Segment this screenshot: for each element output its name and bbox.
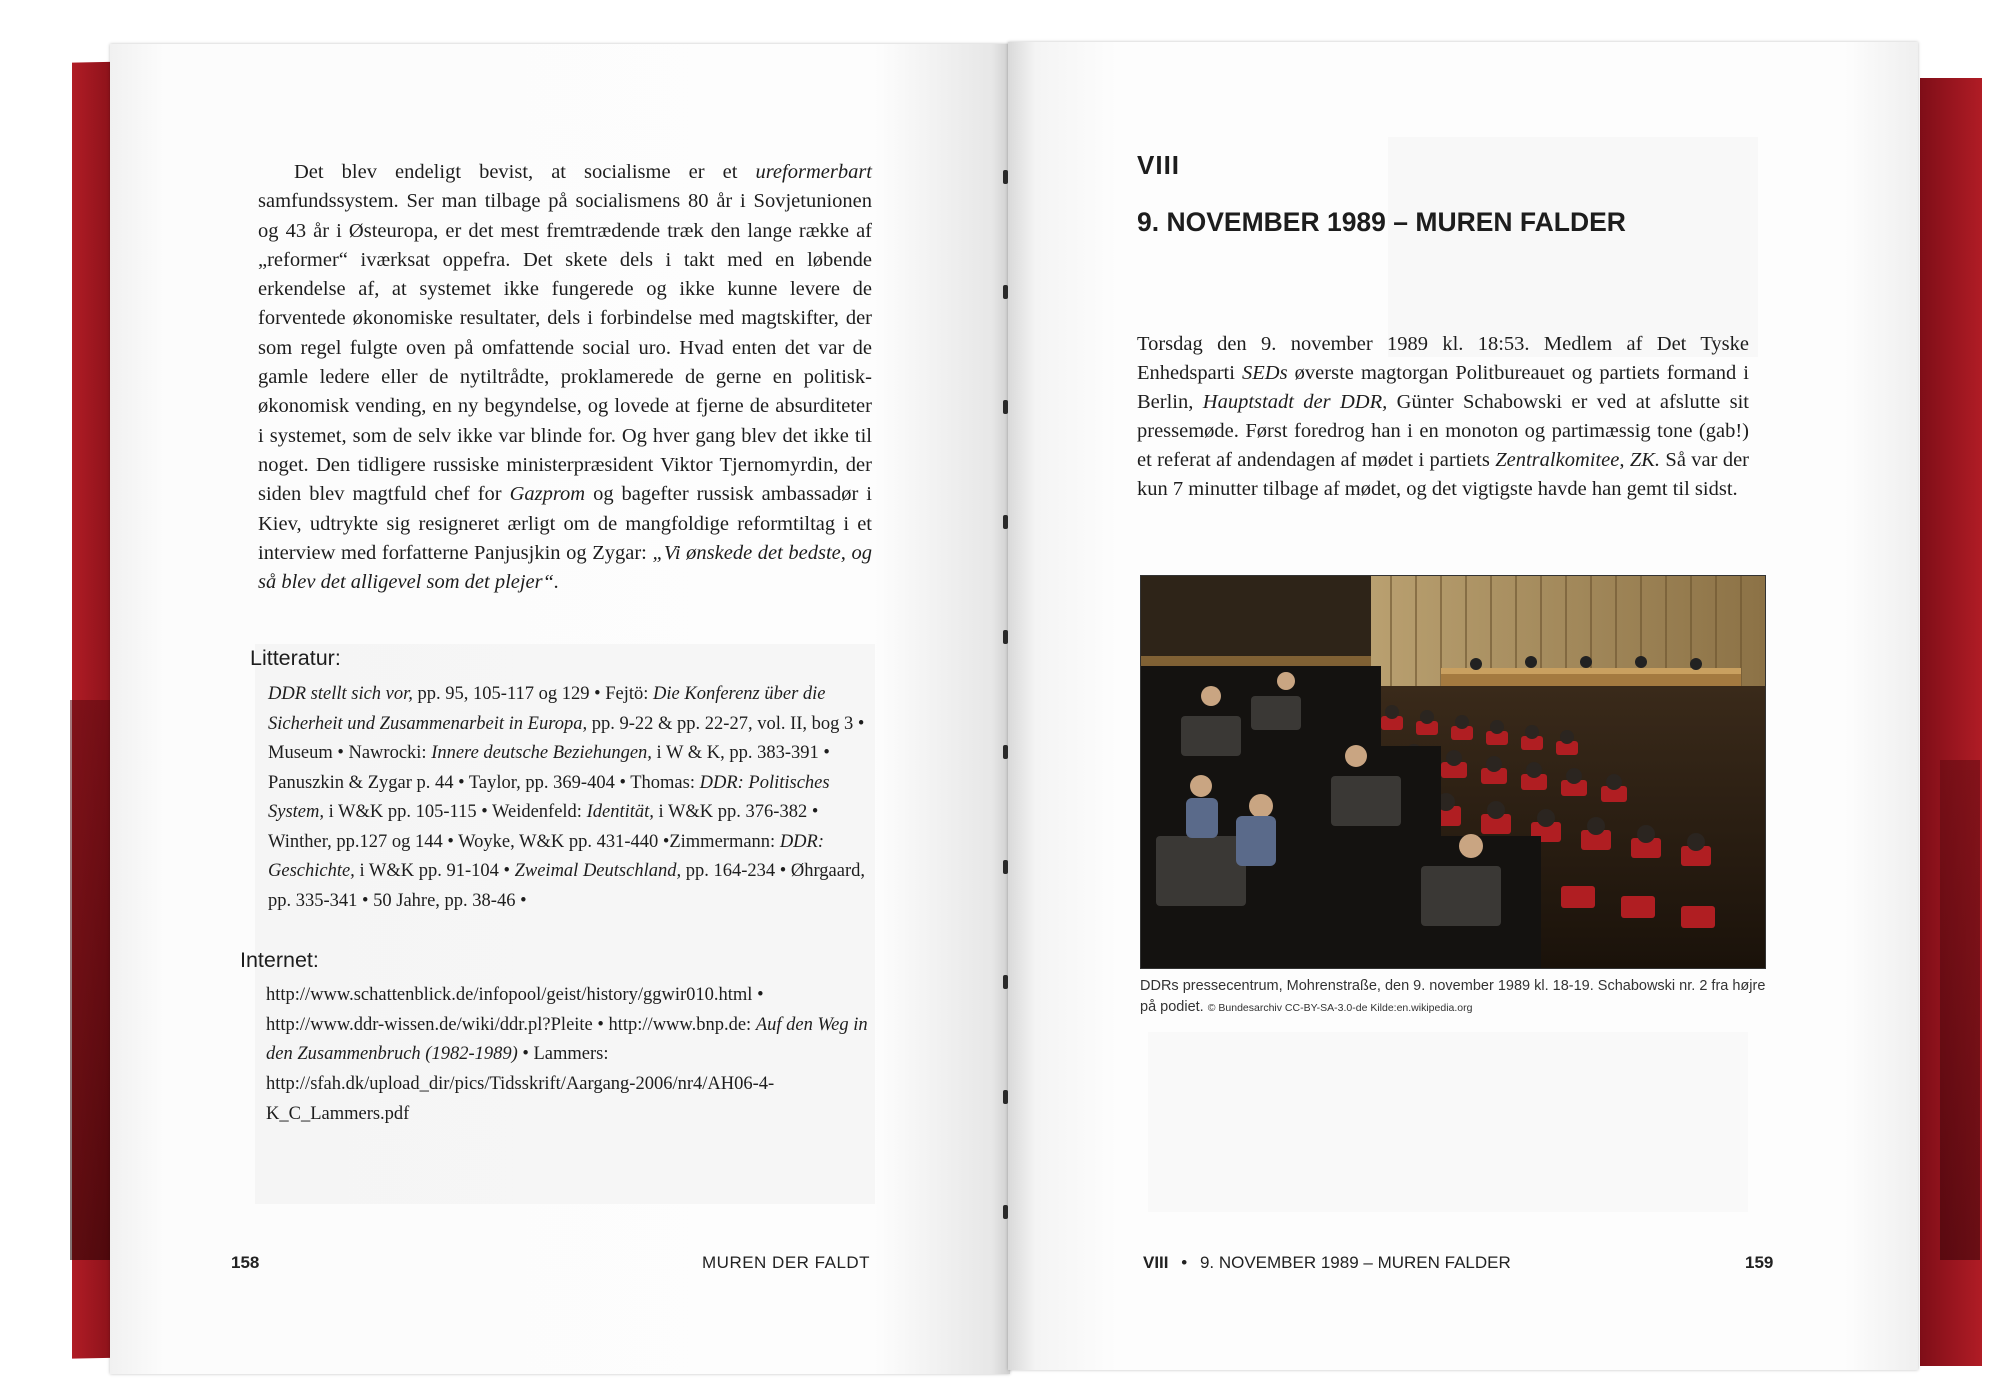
text-run: samfundssystem. Ser man tilbage på socialismens 80 år i Sovjetunionen og 43 år i Østeuropa, er det mest fremtrædende træk den lange række af „reformer“ iværksat oppefra. Det skete dels i takt med en løbende erkendelse af, at systemet ikke fungerede og ikke kunne levere de forventede økonomiske resultater, dels i forbindelse med magtskifter, der som regel fulgte oven på omfattende social uro. Hvad enten det var de gamle ledere eller de nytiltrådte, proklamerede de gerne en politisk-økonomisk vending, en ny begyndelse, og lovede at fjerne de absurditeter i systemet, som de selv ikke var blinde for. Og hver gang blev det ikke til noget. Den tidligere russiske ministerpræsident Viktor Tjernomyrdin, der siden blev magtfuld chef for bbox=[258, 190, 872, 506]
binding-stitch bbox=[1003, 745, 1008, 759]
text-run: i W&K pp. 376-382 • Winther, pp.127 og 144 • Woyke, W&K pp. 431-440 •Zimmermann: bbox=[268, 802, 819, 852]
italic-text-run: Gazprom bbox=[509, 483, 586, 506]
photo-credit: © Bundesarchiv CC-BY-SA-3.0-de Kilde:en.wikipedia.org bbox=[1207, 1002, 1473, 1014]
literature-heading: Litteratur: bbox=[250, 646, 341, 670]
text-run: i W&K pp. 91-104 • bbox=[354, 861, 515, 881]
right-body-paragraph bbox=[1137, 330, 1749, 504]
left-body-text bbox=[258, 158, 872, 597]
left-page-number: 158 bbox=[231, 1253, 260, 1272]
internet-links bbox=[266, 981, 872, 1130]
text-run: Det blev endeligt bevist, at socialisme er et bbox=[294, 161, 756, 183]
internet-heading: Internet: bbox=[240, 948, 319, 972]
text-run: • Lammers: http://sfah.dk/upload_dir/pics/Tidsskrift/Aargang-2006/nr4/AH06-4-K_C_Lammers.pdf bbox=[266, 1044, 775, 1124]
literature-list bbox=[268, 680, 874, 916]
running-head-title: 9. NOVEMBER 1989 – MUREN FALDER bbox=[1199, 1253, 1511, 1272]
binding-stitch bbox=[1003, 285, 1008, 299]
left-running-head: MUREN DER FALDT bbox=[702, 1253, 871, 1272]
cover-shadow-right bbox=[1940, 760, 1980, 1260]
chapter-title: 9. NOVEMBER 1989 – MUREN FALDER bbox=[1137, 207, 1626, 237]
chapter-number: VIII bbox=[1137, 150, 1181, 180]
text-run: i W & K, pp. 383-391 • Panuszkin & Zygar p. 44 • Taylor, pp. 369-404 • Thomas: bbox=[268, 743, 830, 793]
italic-text-run: DDR: Politisches System, bbox=[268, 772, 830, 822]
text-run: øverste magtorgan Politbureauet og partiets formand i Berlin, bbox=[1137, 362, 1749, 413]
italic-text-run: Innere deutsche Beziehungen, bbox=[431, 743, 652, 763]
italic-text-run: SEDs bbox=[1242, 362, 1288, 384]
text-run: Så var der kun 7 minutter tilbage af mødet, og det vigtigste havde han gemt til sidst. bbox=[1137, 449, 1749, 500]
italic-text-run: Identität, bbox=[586, 802, 654, 822]
press-conference-photo bbox=[1140, 575, 1766, 969]
show-through-text-right-bottom bbox=[1148, 1032, 1748, 1212]
italic-text-run: DDR stellt sich vor, bbox=[268, 684, 413, 704]
binding-stitch bbox=[1003, 515, 1008, 529]
text-run: pp. 164-234 • Øhrgaard, pp. 335-341 • 50 Jahre, pp. 38-46 • bbox=[268, 861, 866, 911]
text-run: pp. 95, 105-117 og 129 • Fejtö: bbox=[412, 684, 654, 704]
italic-text-run: DDR: Geschichte, bbox=[268, 831, 824, 881]
right-body-text bbox=[1137, 330, 1749, 504]
text-run: pp. 9-22 & pp. 22-27, vol. II, bog 3 • Museum • Nawrocki: bbox=[268, 713, 865, 763]
text-run: og bagefter russisk ambassadør i Kiev, udtrykte sig resigneret ærligt om de mangfoldige reformtiltag i et interview med forfatterne Panjusjkin og Zygar: bbox=[258, 483, 872, 564]
italic-text-run: Hauptstadt der DDR, bbox=[1202, 391, 1388, 413]
text-run: http://www.schattenblick.de/infopool/geist/history/ggwir010.html bbox=[266, 985, 753, 1005]
text-run: Torsdag den 9. november 1989 kl. 18:53. Medlem af Det Tyske Enhedsparti bbox=[1137, 333, 1749, 384]
running-head-separator: • bbox=[1181, 1253, 1188, 1272]
italic-text-run: Die Konferenz über die Sicherheit und Zusammenarbeit in Europa, bbox=[268, 684, 826, 734]
binding-stitch bbox=[1003, 1205, 1008, 1219]
binding-stitch bbox=[1003, 1090, 1008, 1104]
binding-stitch bbox=[1003, 400, 1008, 414]
italic-text-run: ureformerbart bbox=[755, 161, 872, 183]
binding-stitch bbox=[1003, 975, 1008, 989]
italic-text-run: Zweimal Deutschland, bbox=[514, 861, 682, 881]
right-page-number: 159 bbox=[1745, 1253, 1774, 1272]
right-running-head bbox=[1143, 1253, 1511, 1273]
photo-caption-text: DDRs pressecentrum, Mohrenstraße, den 9. november 1989 kl. 18-19. Schabowski nr. 2 fra højre på podiet. bbox=[1140, 978, 1766, 1015]
text-run: i W&K pp. 105-115 • Weidenfeld: bbox=[324, 802, 587, 822]
left-body-paragraph bbox=[258, 158, 872, 597]
show-through-text-right-top bbox=[1388, 137, 1758, 357]
running-head-chapter: VIII bbox=[1143, 1253, 1169, 1272]
italic-text-run: Zentralkomitee, ZK. bbox=[1495, 449, 1661, 471]
photo-caption bbox=[1140, 976, 1768, 1019]
binding-stitch bbox=[1003, 860, 1008, 874]
binding-stitch bbox=[1003, 170, 1008, 184]
italic-text-run: „Vi ønskede det bedste, og så blev det alligevel som det plejer“. bbox=[258, 541, 872, 594]
italic-text-run: Auf den Weg in den Zusammenbruch (1982-1989) bbox=[266, 1014, 868, 1065]
text-run: Günter Schabowski er ved at afslutte sit pressemøde. Først foredrog han i en monoton og partimæssig tone (gab!) et referat af andendagen af mødet i partiets bbox=[1137, 391, 1750, 471]
text-run: • http://www.ddr-wissen.de/wiki/ddr.pl?Pleite • http://www.bnp.de: bbox=[266, 985, 764, 1035]
binding-stitch bbox=[1003, 630, 1008, 644]
